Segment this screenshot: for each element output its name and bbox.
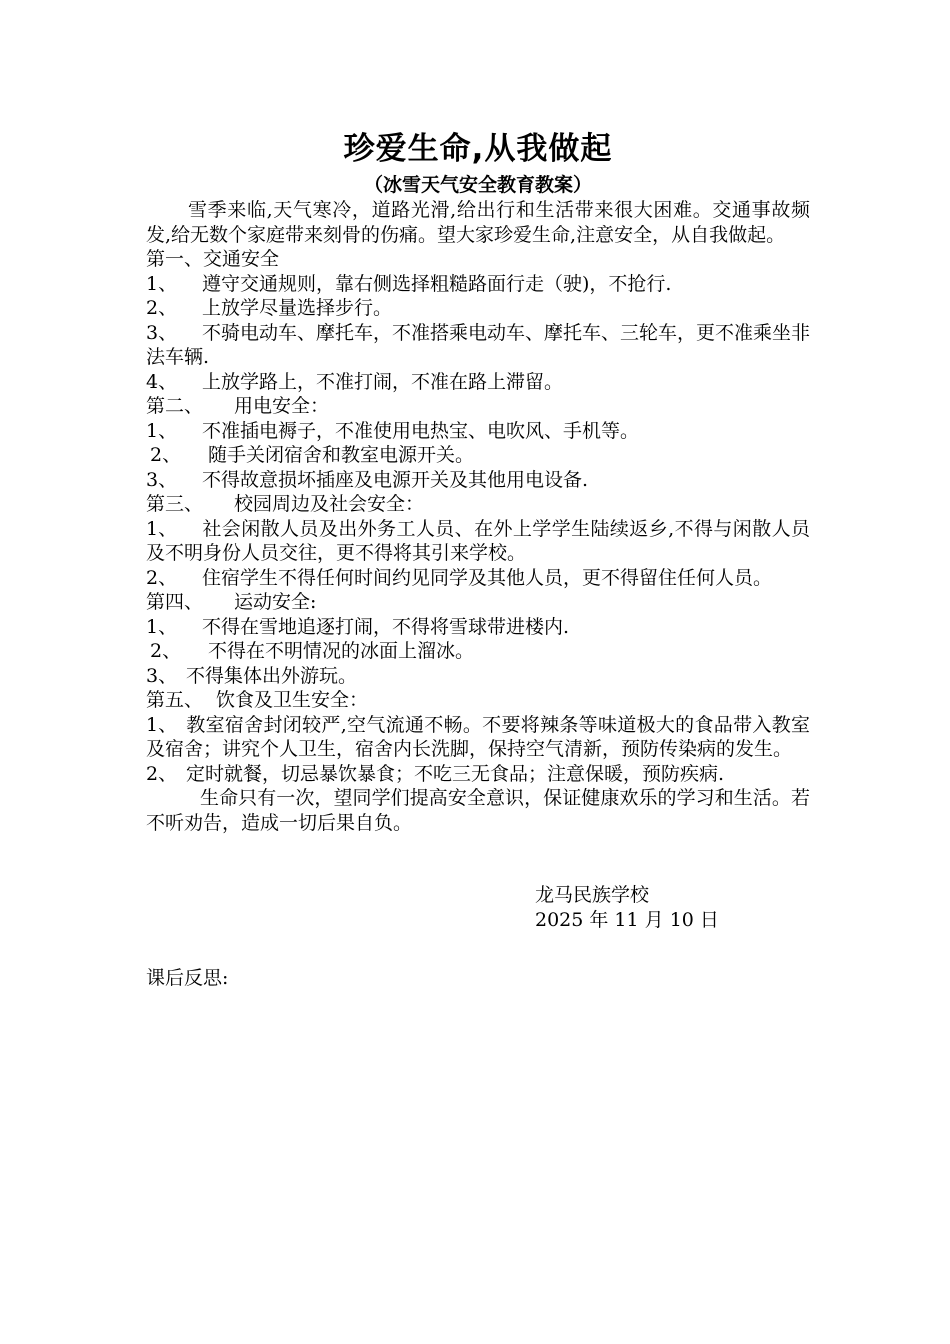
list-item <box>146 419 810 444</box>
list-item <box>146 713 810 762</box>
list-item <box>146 443 810 468</box>
item-text: 不得在雪地追逐打闹，不得将雪球带进楼内. <box>202 615 570 638</box>
document-page <box>146 128 810 1010</box>
item-number: 2、 <box>150 640 182 662</box>
section-number: 第一、 <box>146 248 204 270</box>
document-body <box>146 198 810 991</box>
section-number: 第三、 <box>146 493 204 515</box>
section-title: 用电安全： <box>234 395 330 417</box>
item-number: 2、 <box>146 566 178 589</box>
intro-paragraph: 雪季来临,天气寒冷，道路光滑,给出行和生活带来很大困难。交通事故频发,给无数个家庭带来刻骨的伤痛。望大家珍爱生命,注意安全，从自我做起。 <box>146 199 810 246</box>
section-title: 饮食及卫生安全： <box>216 689 369 711</box>
item-number: 1、 <box>146 419 178 442</box>
section-heading <box>146 394 810 419</box>
section-title: 校园周边及社会安全： <box>234 493 425 515</box>
section-number: 第二、 <box>146 395 204 417</box>
section-number: 第四、 <box>146 591 204 613</box>
item-number: 1、 <box>146 517 178 540</box>
item-text: 定时就餐，切忌暴饮暴食；不吃三无食品；注意保暖，预防疾病. <box>186 762 725 785</box>
item-number: 1、 <box>146 713 178 736</box>
list-item <box>146 517 810 566</box>
list-item <box>146 272 810 297</box>
item-text: 不得故意损坏插座及电源开关及其他用电设备. <box>202 468 589 491</box>
item-text: 社会闲散人员及出外务工人员、在外上学学生陆续返乡,不得与闲散人员及不明身份人员交往，更不得将其引来学校。 <box>146 517 810 564</box>
item-text: 上放学尽量选择步行。 <box>202 297 393 319</box>
item-text: 上放学路上，不准打闹，不准在路上滞留。 <box>202 370 564 393</box>
document-title: 珍爱生命,从我做起 <box>343 131 613 167</box>
list-item <box>146 296 810 321</box>
item-text: 不准插电褥子，不准使用电热宝、电吹风、手机等。 <box>202 419 640 442</box>
reflection-label: 课后反思: <box>146 967 229 989</box>
item-text: 遵守交通规则，靠右侧选择粗糙路面行走（驶)，不抢行. <box>202 272 672 295</box>
list-item <box>146 321 810 370</box>
list-item <box>146 762 810 787</box>
item-number: 3、 <box>146 321 178 344</box>
item-text: 不得集体出外游玩。 <box>186 664 358 687</box>
item-text: 不得在不明情况的冰面上溜冰。 <box>208 640 475 662</box>
school-name: 龙马民族学校 <box>535 884 650 906</box>
item-number: 2、 <box>146 297 178 319</box>
item-text: 不骑电动车、摩托车，不准搭乘电动车、摩托车、三轮车，更不准乘坐非法车辆. <box>146 321 811 368</box>
list-item <box>146 615 810 640</box>
document-subtitle: （冰雪天气安全教育教案） <box>363 174 592 196</box>
item-text: 随手关闭宿舍和教室电源开关。 <box>208 444 475 466</box>
section-heading <box>146 492 810 517</box>
list-item <box>146 664 810 689</box>
list-item <box>146 468 810 493</box>
section-heading <box>146 247 810 272</box>
signature-block <box>146 883 810 932</box>
item-number: 1、 <box>146 615 178 638</box>
list-item <box>146 370 810 395</box>
item-number: 2、 <box>150 444 182 466</box>
section-heading <box>146 590 810 615</box>
section-number: 第五、 <box>146 689 204 711</box>
item-number: 3、 <box>146 468 178 491</box>
item-number: 1、 <box>146 272 178 295</box>
section-title: 运动安全: <box>234 591 317 613</box>
section-heading <box>146 688 810 713</box>
closing-paragraph: 生命只有一次，望同学们提高安全意识，保证健康欢乐的学习和生活。若不听劝告，造成一切后果自负。 <box>146 787 810 834</box>
item-number: 4、 <box>146 370 178 393</box>
item-number: 2、 <box>146 762 178 785</box>
item-text: 住宿学生不得任何时间约见同学及其他人员，更不得留住任何人员。 <box>202 566 773 589</box>
section-title: 交通安全 <box>203 248 280 270</box>
item-text: 教室宿舍封闭较严,空气流通不畅。不要将辣条等味道极大的食品带入教室及宿舍；讲究个人卫生，宿舍内长洗脚，保持空气清新，预防传染病的发生。 <box>146 713 810 760</box>
document-date: 2025 年 11 月 10 日 <box>535 908 719 931</box>
list-item <box>146 566 810 591</box>
item-number: 3、 <box>146 664 178 687</box>
list-item <box>146 639 810 664</box>
